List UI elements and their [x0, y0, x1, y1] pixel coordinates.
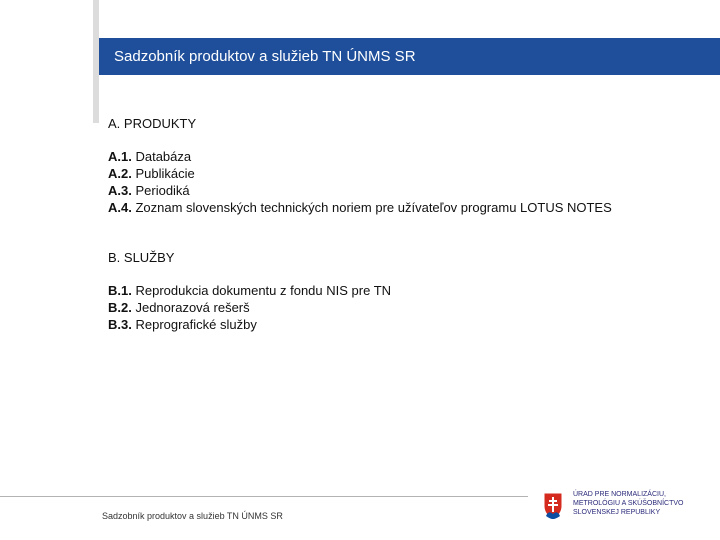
- item-code: B.2.: [108, 300, 132, 315]
- logo-line-3: SLOVENSKEJ REPUBLIKY: [573, 509, 661, 516]
- list-item: [108, 316, 612, 333]
- item-code: A.3.: [108, 183, 132, 198]
- services-list: [108, 282, 612, 333]
- section-title-services: B. SLUŽBY: [108, 250, 175, 265]
- title-bar: [99, 38, 720, 75]
- section-title-products: A. PRODUKTY: [108, 116, 197, 131]
- footer-divider: [0, 496, 528, 497]
- list-item: [108, 282, 612, 299]
- item-label: Reprografické služby: [135, 317, 257, 332]
- products-list: [108, 148, 612, 216]
- slovak-coat-of-arms-icon: [543, 492, 563, 520]
- content-body: [108, 115, 612, 333]
- logo-text: [573, 490, 683, 517]
- item-code: B.1.: [108, 283, 132, 298]
- page-title: Sadzobník produktov a služieb TN ÚNMS SR: [114, 48, 416, 65]
- unms-logo: [540, 489, 720, 525]
- list-item: [108, 199, 612, 216]
- item-code: A.4.: [108, 200, 132, 215]
- footer-text: Sadzobník produktov a služieb TN ÚNMS SR: [102, 511, 283, 521]
- item-label: Zoznam slovenských technických noriem pre užívateľov programu LOTUS NOTES: [135, 200, 612, 215]
- item-label: Publikácie: [135, 166, 195, 181]
- item-code: A.1.: [108, 149, 132, 164]
- item-label: Jednorazová rešerš: [135, 300, 250, 315]
- list-item: [108, 165, 612, 182]
- logo-line-2: METROLÓGIU A SKÚŠOBNÍCTVO: [573, 500, 684, 507]
- item-label: Databáza: [135, 149, 192, 164]
- section-products: [108, 115, 612, 216]
- list-item: [108, 148, 612, 165]
- logo-line-1: ÚRAD PRE NORMALIZÁCIU,: [573, 491, 666, 498]
- item-label: Periodiká: [135, 183, 190, 198]
- item-code: A.2.: [108, 166, 132, 181]
- list-item: [108, 299, 612, 316]
- item-label: Reprodukcia dokumentu z fondu NIS pre TN: [135, 283, 392, 298]
- item-code: B.3.: [108, 317, 132, 332]
- section-services: [108, 249, 612, 333]
- list-item: [108, 182, 612, 199]
